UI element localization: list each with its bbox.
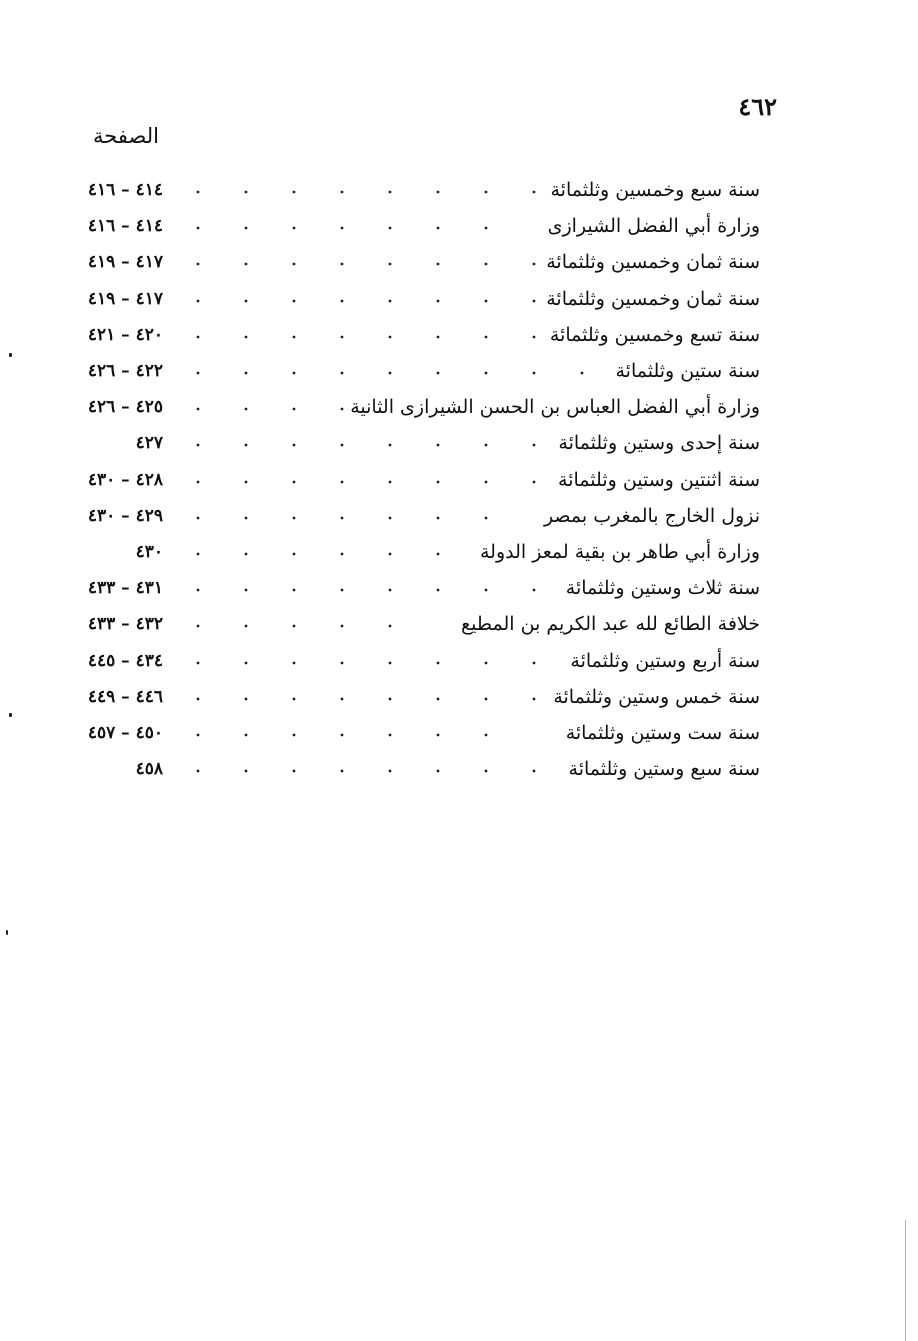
margin-mark [9, 713, 12, 717]
entry-pages: ٤٢٨ – ٤٣٠ [87, 470, 163, 490]
entry-title: سنة ثمان وخمسين وثلثمائة [546, 288, 760, 310]
entry-pages: ٤٥٨ [135, 759, 163, 779]
dot-leader [178, 262, 568, 264]
margin-mark [9, 353, 12, 357]
entry-pages: ٤٣٤ – ٤٤٥ [87, 651, 163, 671]
contents-entry [0, 425, 918, 461]
entry-title: سنة ثلاث وستين وثلثمائة [565, 577, 760, 599]
entry-pages: ٤١٧ – ٤١٩ [87, 252, 163, 272]
contents-entry [0, 570, 918, 606]
entry-pages: ٤٤٦ – ٤٤٩ [87, 687, 163, 707]
contents-entry [0, 498, 918, 534]
entry-title: خلافة الطائع لله عبد الكريم بن المطيع [461, 613, 760, 635]
dot-leader [178, 443, 568, 445]
dot-leader [178, 733, 528, 735]
contents-entry [0, 281, 918, 317]
dot-leader [178, 769, 583, 771]
entry-title: سنة تسع وخمسين وثلثمائة [549, 324, 760, 346]
contents-entry [0, 389, 918, 425]
contents-entry [0, 208, 918, 244]
entry-pages: ٤٢٠ – ٤٢١ [87, 325, 163, 345]
entry-title: سنة ثمان وخمسين وثلثمائة [546, 251, 760, 273]
entry-title: سنة أربع وستين وثلثمائة [570, 650, 760, 672]
contents-entry [0, 534, 918, 570]
entry-title: سنة خمس وستين وثلثمائة [553, 686, 760, 708]
entry-pages: ٤١٤ – ٤١٦ [87, 216, 163, 236]
entry-pages: ٤٢٧ [135, 433, 163, 453]
entry-pages: ٤٢٩ – ٤٣٠ [87, 506, 163, 526]
entry-title: سنة سبع وخمسين وثلثمائة [550, 179, 760, 201]
contents-entry [0, 643, 918, 679]
dot-leader [178, 552, 478, 554]
contents-entry [0, 353, 918, 389]
dot-leader [178, 190, 568, 192]
contents-entry [0, 751, 918, 787]
dot-leader [178, 407, 373, 409]
contents-entry [0, 317, 918, 353]
entry-pages: ٤٢٥ – ٤٢٦ [87, 397, 163, 417]
entry-title: وزارة أبي الفضل العباس بن الحسن الشيرازى الثانية [350, 396, 760, 418]
entry-pages: ٤٥٠ – ٤٥٧ [87, 723, 163, 743]
entry-title: سنة ست وستين وثلثمائة [565, 722, 760, 744]
entry-title: وزارة أبي طاهر بن بقية لمعز الدولة [480, 541, 760, 563]
entry-pages: ٤٣١ – ٤٣٣ [87, 578, 163, 598]
page-edge-line [905, 1220, 906, 1341]
entry-title: سنة ستين وثلثمائة [615, 360, 760, 382]
dot-leader [178, 624, 443, 626]
entry-title: سنة اثنتين وستين وثلثمائة [558, 469, 760, 491]
dot-leader [178, 480, 558, 482]
entry-pages: ٤٣٢ – ٤٣٣ [87, 614, 163, 634]
contents-entry [0, 244, 918, 280]
dot-leader [178, 371, 598, 373]
entry-pages: ٤١٤ – ٤١٦ [87, 180, 163, 200]
contents-entry [0, 462, 918, 498]
dot-leader [178, 588, 583, 590]
dot-leader [178, 661, 568, 663]
contents-entry [0, 606, 918, 642]
page-number: ٤٦٢ [738, 92, 777, 121]
dot-leader [178, 335, 558, 337]
dot-leader [178, 226, 538, 228]
dot-leader [178, 299, 568, 301]
dot-leader [178, 697, 568, 699]
entry-title: نزول الخارج بالمغرب بمصر [543, 505, 760, 527]
dot-leader [178, 516, 523, 518]
entry-pages: ٤٣٠ [135, 542, 163, 562]
entry-pages: ٤٢٢ – ٤٢٦ [87, 361, 163, 381]
entry-title: سنة سبع وستين وثلثمائة [568, 758, 760, 780]
contents-entry [0, 715, 918, 751]
contents-entry [0, 172, 918, 208]
contents-entry [0, 679, 918, 715]
page-column-header: الصفحة [93, 124, 159, 148]
entry-title: وزارة أبي الفضل الشيرازى [547, 215, 760, 237]
entry-pages: ٤١٧ – ٤١٩ [87, 289, 163, 309]
margin-mark [6, 930, 8, 935]
entry-title: سنة إحدى وستين وثلثمائة [558, 432, 760, 454]
